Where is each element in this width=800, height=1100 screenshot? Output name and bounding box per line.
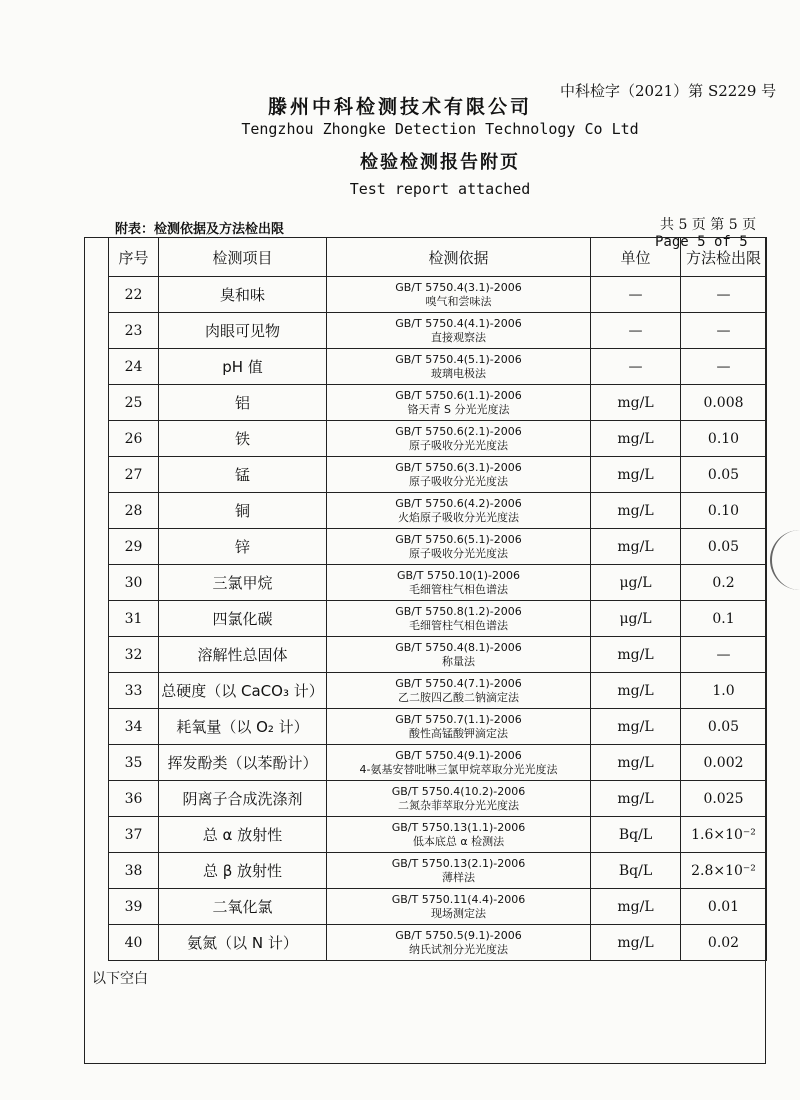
company-name-en: Tengzhou Zhongke Detection Technology Co Ltd (241, 120, 639, 138)
row-number: 35 (109, 745, 159, 781)
row-number: 34 (109, 709, 159, 745)
method-name: 现场测定法 (431, 906, 486, 920)
unit: mg/L (591, 637, 681, 673)
method-name: 原子吸收分光光度法 (409, 546, 508, 560)
row-number: 29 (109, 529, 159, 565)
unit: mg/L (591, 925, 681, 961)
standard-code: GB/T 5750.4(5.1)-2006 (395, 352, 522, 366)
detection-limit: 0.01 (681, 889, 767, 925)
row-number: 22 (109, 277, 159, 313)
detection-limit: 1.0 (681, 673, 767, 709)
method-name: 低本底总 α 检测法 (412, 834, 505, 848)
unit: μg/L (591, 565, 681, 601)
test-basis (327, 745, 591, 781)
detection-limit: 0.2 (681, 565, 767, 601)
row-number: 37 (109, 817, 159, 853)
row-number: 40 (109, 925, 159, 961)
unit: mg/L (591, 493, 681, 529)
detection-limit: — (681, 313, 767, 349)
page-count-cn: 共 5 页 第 5 页 (660, 217, 757, 233)
detection-limit: 0.10 (681, 421, 767, 457)
method-name: 二氮杂菲萃取分光光度法 (398, 798, 519, 812)
detection-limit: 0.008 (681, 385, 767, 421)
standard-code: GB/T 5750.6(4.2)-2006 (395, 496, 522, 510)
standard-code: GB/T 5750.4(10.2)-2006 (391, 784, 526, 798)
edge-stamp-mark (770, 530, 800, 590)
unit: mg/L (591, 745, 681, 781)
method-name: 毛细管柱气相色谱法 (409, 618, 508, 632)
blank-below-note: 以下空白 (92, 971, 148, 987)
standard-code: GB/T 5750.4(3.1)-2006 (395, 280, 522, 294)
test-basis (327, 565, 591, 601)
test-item: 四氯化碳 (159, 601, 327, 637)
detection-limit: 0.10 (681, 493, 767, 529)
company-name-cn: 滕州中科检测技术有限公司 (267, 96, 532, 118)
detection-limit: — (681, 349, 767, 385)
test-basis (327, 889, 591, 925)
unit: mg/L (591, 421, 681, 457)
detection-limit: — (681, 637, 767, 673)
unit: mg/L (591, 709, 681, 745)
standard-code: GB/T 5750.6(3.1)-2006 (395, 460, 522, 474)
method-name: 毛细管柱气相色谱法 (409, 582, 508, 596)
header-limit: 方法检出限 (681, 238, 767, 277)
test-item: 三氯甲烷 (159, 565, 327, 601)
table-row (109, 853, 767, 889)
unit: mg/L (591, 889, 681, 925)
detection-limit: 0.025 (681, 781, 767, 817)
method-name: 火焰原子吸收分光光度法 (398, 510, 519, 524)
unit: Bq/L (591, 817, 681, 853)
test-basis (327, 457, 591, 493)
standard-code: GB/T 5750.4(9.1)-2006 (395, 748, 522, 762)
test-basis (327, 925, 591, 961)
test-basis (327, 601, 591, 637)
test-basis (327, 421, 591, 457)
unit: mg/L (591, 385, 681, 421)
report-title-en: Test report attached (349, 180, 531, 198)
method-name: 直接观察法 (431, 330, 486, 344)
standard-code: GB/T 5750.4(8.1)-2006 (395, 640, 522, 654)
table-row (109, 601, 767, 637)
detection-limit: 0.05 (681, 529, 767, 565)
test-item: 二氧化氯 (159, 889, 327, 925)
table-row (109, 781, 767, 817)
unit: — (591, 349, 681, 385)
table-row (109, 277, 767, 313)
test-basis (327, 781, 591, 817)
standard-code: GB/T 5750.4(7.1)-2006 (395, 676, 522, 690)
method-name: 原子吸收分光光度法 (409, 438, 508, 452)
detection-method-table (108, 237, 767, 961)
test-item: 铜 (159, 493, 327, 529)
method-name: 原子吸收分光光度法 (409, 474, 508, 488)
detection-limit: 0.02 (681, 925, 767, 961)
row-number: 36 (109, 781, 159, 817)
standard-code: GB/T 5750.5(9.1)-2006 (395, 928, 522, 942)
table-row (109, 313, 767, 349)
header-item: 检测项目 (159, 238, 327, 277)
test-item: 耗氧量（以 O₂ 计） (159, 709, 327, 745)
test-item: 总 β 放射性 (159, 853, 327, 889)
header-basis: 检测依据 (327, 238, 591, 277)
test-item: 臭和味 (159, 277, 327, 313)
method-name: 嗅气和尝味法 (425, 294, 492, 308)
standard-code: GB/T 5750.4(4.1)-2006 (395, 316, 522, 330)
method-name: 称量法 (442, 654, 475, 668)
table-row (109, 457, 767, 493)
row-number: 31 (109, 601, 159, 637)
table-row (109, 889, 767, 925)
detection-limit: 0.1 (681, 601, 767, 637)
row-number: 26 (109, 421, 159, 457)
test-item: 铁 (159, 421, 327, 457)
unit: — (591, 277, 681, 313)
standard-code: GB/T 5750.10(1)-2006 (396, 568, 521, 582)
test-basis (327, 277, 591, 313)
detection-limit: 0.05 (681, 709, 767, 745)
unit: — (591, 313, 681, 349)
unit: mg/L (591, 529, 681, 565)
table-row (109, 925, 767, 961)
row-number: 39 (109, 889, 159, 925)
test-item: 锰 (159, 457, 327, 493)
table-row (109, 385, 767, 421)
standard-code: GB/T 5750.6(1.1)-2006 (395, 388, 522, 402)
test-item: 氨氮（以 N 计） (159, 925, 327, 961)
test-item: 溶解性总固体 (159, 637, 327, 673)
row-number: 38 (109, 853, 159, 889)
table-row (109, 529, 767, 565)
test-basis (327, 313, 591, 349)
table-row (109, 673, 767, 709)
test-item: 铝 (159, 385, 327, 421)
test-item: 总硬度（以 CaCO₃ 计） (159, 673, 327, 709)
test-item: 总 α 放射性 (159, 817, 327, 853)
row-number: 28 (109, 493, 159, 529)
unit: mg/L (591, 673, 681, 709)
unit: mg/L (591, 781, 681, 817)
test-basis (327, 493, 591, 529)
test-item: 锌 (159, 529, 327, 565)
row-number: 33 (109, 673, 159, 709)
standard-code: GB/T 5750.13(1.1)-2006 (391, 820, 526, 834)
method-name: 酸性高锰酸钾滴定法 (409, 726, 508, 740)
test-item: 肉眼可见物 (159, 313, 327, 349)
test-item: pH 值 (159, 349, 327, 385)
unit: μg/L (591, 601, 681, 637)
page-count-en: Page 5 of 5 (655, 234, 748, 250)
detection-limit: — (681, 277, 767, 313)
method-name: 4-氨基安替吡啉三氯甲烷萃取分光光度法 (359, 762, 558, 776)
test-basis (327, 853, 591, 889)
unit: mg/L (591, 457, 681, 493)
standard-code: GB/T 5750.6(5.1)-2006 (395, 532, 522, 546)
method-name: 薄样法 (442, 870, 475, 884)
header-unit: 单位 (591, 238, 681, 277)
table-row (109, 637, 767, 673)
method-name: 铬天青 S 分光光度法 (407, 402, 510, 416)
standard-code: GB/T 5750.8(1.2)-2006 (395, 604, 522, 618)
report-title-cn: 检验检测报告附页 (360, 152, 520, 173)
test-basis (327, 709, 591, 745)
test-basis (327, 673, 591, 709)
table-row (109, 493, 767, 529)
test-basis (327, 529, 591, 565)
table-row (109, 817, 767, 853)
table-row (109, 421, 767, 457)
header-no: 序号 (109, 238, 159, 277)
row-number: 23 (109, 313, 159, 349)
detection-limit: 0.002 (681, 745, 767, 781)
report-number: 中科检字（2021）第 S2229 号 (560, 82, 777, 100)
row-number: 32 (109, 637, 159, 673)
row-number: 24 (109, 349, 159, 385)
table-row (109, 565, 767, 601)
row-number: 30 (109, 565, 159, 601)
test-basis (327, 349, 591, 385)
detection-limit: 0.05 (681, 457, 767, 493)
test-basis (327, 637, 591, 673)
appendix-label: 附表：检测依据及方法检出限 (115, 222, 285, 237)
method-name: 玻璃电极法 (431, 366, 486, 380)
unit: Bq/L (591, 853, 681, 889)
table-header-row (109, 238, 767, 277)
standard-code: GB/T 5750.11(4.4)-2006 (391, 892, 526, 906)
row-number: 27 (109, 457, 159, 493)
row-number: 25 (109, 385, 159, 421)
standard-code: GB/T 5750.7(1.1)-2006 (395, 712, 522, 726)
detection-limit: 2.8×10⁻² (681, 853, 767, 889)
standard-code: GB/T 5750.6(2.1)-2006 (395, 424, 522, 438)
method-name: 乙二胺四乙酸二钠滴定法 (398, 690, 519, 704)
standard-code: GB/T 5750.13(2.1)-2006 (391, 856, 526, 870)
table-row (109, 745, 767, 781)
test-item: 挥发酚类（以苯酚计） (159, 745, 327, 781)
table-row (109, 709, 767, 745)
test-item: 阴离子合成洗涤剂 (159, 781, 327, 817)
test-basis (327, 385, 591, 421)
method-name: 纳氏试剂分光光度法 (409, 942, 508, 956)
table-row (109, 349, 767, 385)
test-basis (327, 817, 591, 853)
detection-limit: 1.6×10⁻² (681, 817, 767, 853)
